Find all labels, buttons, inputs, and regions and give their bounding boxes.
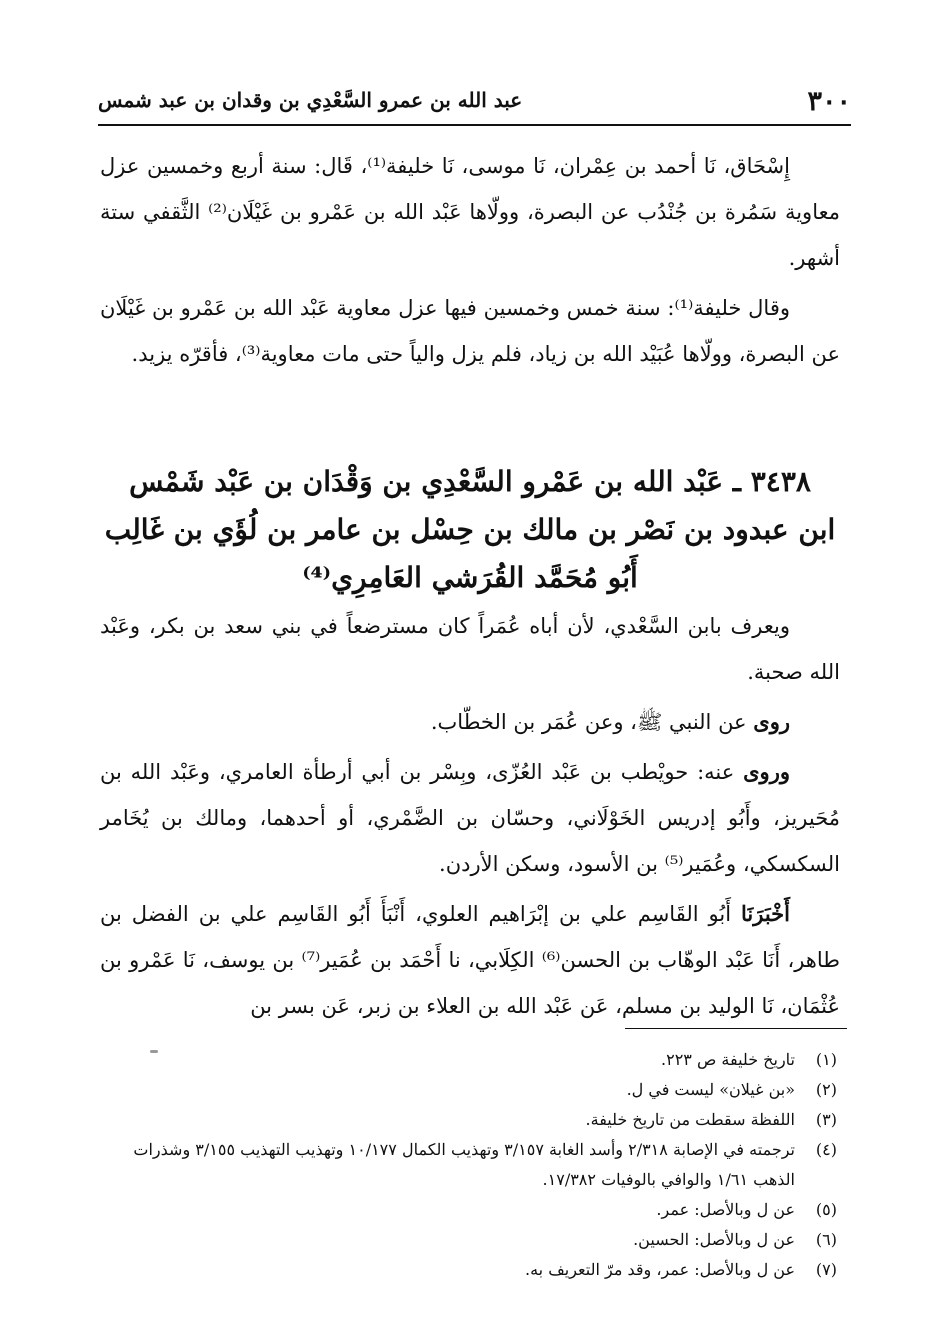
footnote	[95, 1045, 837, 1075]
lead-word: روى	[753, 709, 790, 734]
footnote-text: اللفظة سقطت من تاريخ خليفة.	[585, 1110, 795, 1129]
page-number: ٣٠٠	[807, 86, 851, 117]
footnote-number: (٤)	[815, 1140, 837, 1159]
footnote	[95, 1135, 837, 1195]
paragraph-text: عن النبي ﷺ، وعن عُمَر بن الخطّاب.	[430, 710, 754, 734]
footnote-text: عن ل وبالأصل: الحسين.	[633, 1230, 795, 1249]
page-header	[98, 82, 851, 122]
footnote-rule	[625, 1028, 847, 1029]
footnote-text: ترجمته في الإصابة ٢/٣١٨ وأسد الغابة ٣/١٥٧ وتهذيب الكمال ١٠/١٧٧ وتهذيب التهذيب ٣/١٥٥ وشذرات الذهب ١/٦١ والوافي بالوفيات ١٧/٣٨٢.	[133, 1140, 795, 1189]
paragraph-text: عنه: حويْطب بن عَبْد العُزّى، وبِسْر بن أبي أرطأة العامري، وعَبْد الله بن مُحَيريز، وأَبُو إدريس الخَوْلَاني، وحسّان بن الضَّمْري، أو أحدهما، ومالك بن يُخَامر السكسكي، وعُمَير⁽⁵⁾ بن الأسود، وسكن الأردن.	[100, 760, 840, 876]
paragraph	[100, 699, 840, 745]
paragraph	[100, 749, 840, 887]
entry-heading-line: أَبُو مُحَمَّد القُرَشي العَامِرِي⁽⁴⁾	[302, 561, 638, 594]
footnote-number: (٧)	[815, 1260, 837, 1279]
footnote	[95, 1225, 837, 1255]
paragraph-text: أَبُو القَاسِم علي بن إبْرَاهيم العلوي، أَنْبَأَ أَبُو القَاسِم علي بن الفضل بن طاهر، أَنَا عَبْد الوهّاب بن الحسن⁽⁶⁾ الكِلَابي، نا أَحْمَد بن عُمَير⁽⁷⁾ بن يوسف، نَا عَمْرو بن عُثْمَان، نَا الوليد بن مسلم، عَن عَبْد الله بن العلاء بن زبر، عَن بسر بن	[100, 902, 840, 1018]
footnote-number: (٦)	[815, 1230, 837, 1249]
paragraph: وقال خليفة⁽¹⁾: سنة خمس وخمسين فيها عزل معاوية عَبْد الله بن عَمْرو بن غَيْلَان عن البصرة، وولّاها عُبَيْد الله بن زياد، فلم يزل والياً حتى مات معاوية⁽³⁾، فأقرّه يزيد.	[100, 296, 840, 366]
lead-word: وروى	[743, 759, 790, 784]
footnote-number: (٥)	[815, 1200, 837, 1219]
entry-text-block	[100, 603, 840, 1033]
entry-heading	[100, 458, 840, 602]
lead-word: أَخْبَرَنَا	[741, 901, 790, 926]
entry-heading-line: ابن عبدود بن نَصْر بن مالك بن حِسْل بن عامر بن لُؤَي بن غَالِب	[104, 513, 836, 546]
entry-heading-line: ٣٤٣٨ ـ عَبْد الله بن عَمْرو السَّعْدِي بن وَقْدَان بن عَبْد شَمْس	[129, 465, 811, 498]
footnote-text: عن ل وبالأصل: عمر.	[656, 1200, 795, 1219]
running-title: عبد الله بن عمرو السَّعْدِي بن وقدان بن عبد شمس	[98, 88, 523, 112]
footnote-text: «بن غيلان» ليست في ل.	[626, 1080, 795, 1099]
footnote-number: (١)	[815, 1050, 837, 1069]
footnote	[95, 1105, 837, 1135]
footnote-number: (٢)	[815, 1080, 837, 1099]
paragraph: ويعرف بابن السَّعْدي، لأن أباه عُمَراً كان مسترضعاً في بني سعد بن بكر، وعَبْد الله صحبة.	[100, 614, 840, 684]
header-rule	[98, 124, 851, 126]
footnote	[95, 1255, 837, 1285]
paragraph: إِسْحَاق، نَا أحمد بن عِمْران، نَا موسى، نَا خليفة⁽¹⁾، قَال: سنة أربع وخمسين عزل معاوية سَمُرة بن جُنْدُب عن البصرة، وولّاها عَبْد الله بن عَمْرو بن غَيْلَان⁽²⁾ الثَّقفي ستة أشهر.	[100, 154, 840, 270]
footnote	[95, 1075, 837, 1105]
top-text-block	[100, 143, 840, 381]
footnote-text: تاريخ خليفة ص ٢٢٣.	[661, 1050, 795, 1069]
paragraph	[100, 891, 840, 1029]
footnote-text: عن ل وبالأصل: عمر، وقد مرّ التعريف به.	[524, 1260, 795, 1279]
footnote	[95, 1195, 837, 1225]
footnote-number: (٣)	[815, 1110, 837, 1129]
footnotes	[95, 1045, 837, 1285]
